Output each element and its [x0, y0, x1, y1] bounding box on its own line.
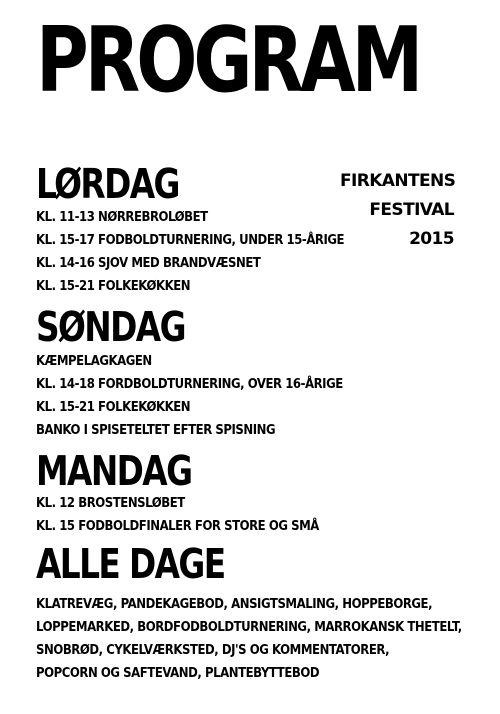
- list-item: SNOBRØD, CYKELVÆRKSTED, DJ'S OG KOMMENTATORER,: [36, 643, 390, 658]
- section-items-sondag: [36, 350, 343, 442]
- list-item: KL. 15 FODBOLDFINALER FOR STORE OG SMÅ: [36, 519, 319, 534]
- list-item: KL. 14-16 SJOV MED BRANDVÆSNET: [36, 256, 261, 271]
- section-items-alle-dage: [36, 593, 462, 685]
- section-items-mandag: [36, 492, 319, 538]
- section-heading-alle-dage: ALLE DAGE: [36, 540, 225, 588]
- list-item: BANKO I SPISETELTET EFTER SPISNING: [36, 423, 276, 438]
- list-item: KÆMPELAGKAGEN: [36, 354, 152, 369]
- list-item: KL. 15-21 FOLKEKØKKEN: [36, 400, 191, 415]
- list-item: KL. 15-17 FODBOLDTURNERING, UNDER 15-ÅRIGE: [36, 233, 345, 248]
- section-heading-lordag: LØRDAG: [36, 160, 179, 208]
- festival-year: 2015: [409, 229, 454, 249]
- section-heading-mandag: MANDAG: [36, 447, 192, 495]
- list-item: KL. 14-18 FORDBOLDTURNERING, OVER 16-ÅRIGE: [36, 377, 343, 392]
- list-item: KL. 15-21 FOLKEKØKKEN: [36, 279, 191, 294]
- list-item: POPCORN OG SAFTEVAND, PLANTEBYTTEBOD: [36, 666, 320, 681]
- list-item: KL. 12 BROSTENSLØBET: [36, 496, 185, 511]
- section-heading-sondag: SØNDAG: [36, 303, 185, 351]
- list-item: KLATREVÆG, PANDEKAGEBOD, ANSIGTSMALING, HOPPEBORGE,: [36, 597, 433, 612]
- page-title: PROGRAM: [36, 8, 420, 113]
- list-item: LOPPEMARKED, BORDFODBOLDTURNERING, MARROKANSK THETELT,: [36, 620, 462, 635]
- section-items-lordag: [36, 206, 344, 298]
- festival-name-block: [340, 167, 454, 254]
- festival-name-line-1: FIRKANTENS: [340, 171, 456, 191]
- list-item: KL. 11-13 NØRREBROLØBET: [36, 210, 208, 225]
- festival-name-line-2: FESTIVAL: [369, 200, 454, 220]
